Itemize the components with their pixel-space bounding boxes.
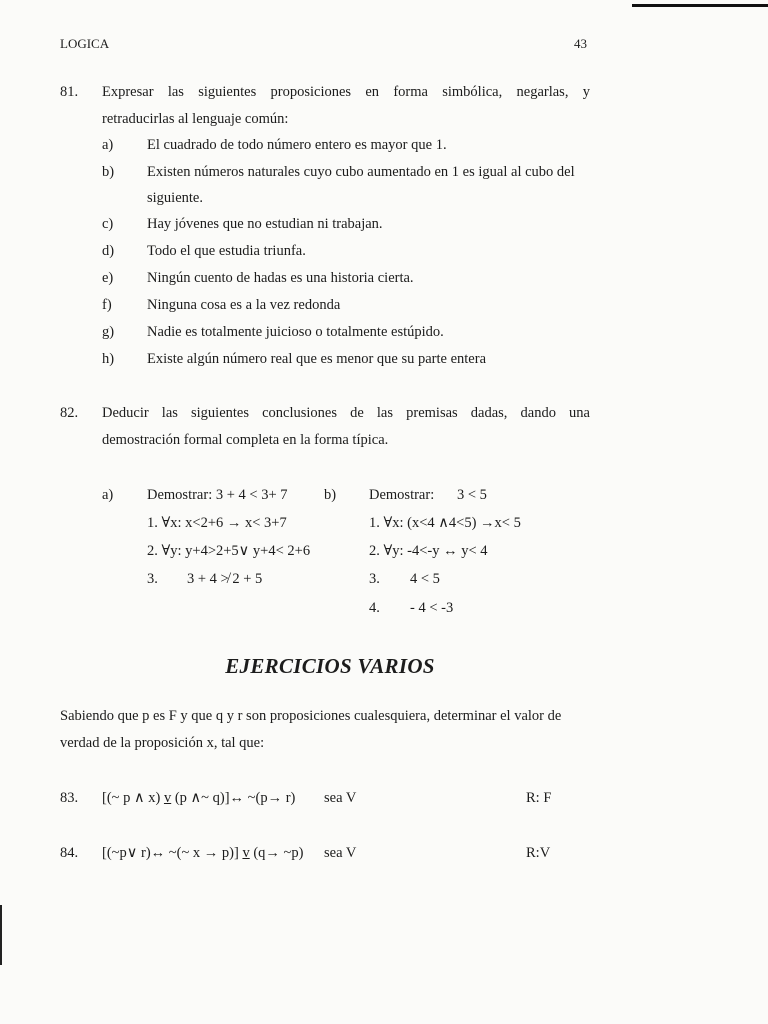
item-text: Hay jóvenes que no estudian ni trabajan. [147,216,383,232]
proof-step: - 4 < -3 [410,600,454,616]
proof-step: 4 < 5 [410,571,440,587]
item-text: Ningún cuento de hadas es una historia cierta. [147,270,414,286]
exclusive-or-symbol: v [242,845,250,861]
formula-part: (q→ ~p) [249,845,304,861]
answer: R:V [526,845,551,861]
exercise-number: 84. [60,845,79,861]
exercise-number: 82. [60,405,79,421]
proof-step-number: 3. [147,571,158,587]
item-text: Existe algún número real que es menor que su parte entera [147,351,487,367]
top-rule [632,4,768,7]
proof-step: 3 + 4 ≯ 2 + 5 [187,571,263,587]
part-label: a) [102,487,114,503]
left-edge-mark [0,905,2,965]
item-text: El cuadrado de todo número entero es mayor que 1. [147,137,447,153]
item-label: f) [102,297,112,313]
item-text: siguiente. [147,190,203,206]
item-text: Existen números naturales cuyo cubo aumentado en 1 es igual al cubo del [147,164,575,180]
exercise-text: Expresar las siguientes proposiciones en forma simbólica, negarlas, y [102,84,590,100]
condition: sea V [324,790,357,806]
proof-step: 1. ∀x: (x<4 ∧4<5) →x< 5 [369,515,521,531]
intro-text: verdad de la proposición x, tal que: [60,735,265,751]
condition: sea V [324,845,357,861]
proof-step: 1. ∀x: x<2+6 → x< 3+7 [147,515,287,531]
item-label: d) [102,243,115,259]
proof-step-number: 3. [369,571,380,587]
item-label: c) [102,216,114,232]
page-number: 43 [574,36,587,51]
formula-part: [(~ p ∧ x) [102,790,164,806]
proof-step: 2. ∀y: y+4>2+5∨ y+4< 2+6 [147,543,311,559]
exclusive-or-symbol: v [163,790,172,806]
proof-step-number: 4. [369,600,380,616]
proof-goal-word: Demostrar: [369,487,435,503]
section-title: EJERCICIOS VARIOS [225,654,435,678]
item-label: e) [102,270,114,286]
proof-goal: 3 < 5 [457,487,487,503]
running-header: LOGICA [60,36,110,51]
item-label: g) [102,324,115,340]
formula-part: (p ∧~ q)]↔ ~(p→ r) [171,790,296,806]
item-label: h) [102,351,115,367]
answer: R: F [526,790,552,806]
item-text: Ninguna cosa es a la vez redonda [147,297,341,313]
proof-step: 2. ∀y: -4<-y ↔ y< 4 [369,543,488,559]
exercise-text: Deducir las siguientes conclusiones de las premisas dadas, dando una [102,405,590,421]
exercise-text: retraducirlas al lenguaje común: [102,111,289,127]
item-text: Nadie es totalmente juicioso o totalmente estúpido. [147,324,444,340]
exercise-number: 83. [60,790,79,806]
proof-goal: Demostrar: 3 + 4 < 3+ 7 [147,487,288,503]
formula [102,845,303,862]
item-label: b) [102,164,115,180]
exercise-text: demostración formal completa en la forma típica. [102,432,389,448]
formula-part: [(~p∨ r)↔ ~(~ x → p)] [102,845,243,861]
part-label: b) [324,487,337,503]
item-text: Todo el que estudia triunfa. [147,243,306,259]
item-label: a) [102,137,114,153]
exercise-number: 81. [60,84,79,100]
formula [102,790,295,807]
intro-text: Sabiendo que p es F y que q y r son proposiciones cualesquiera, determinar el valor de [60,708,562,724]
